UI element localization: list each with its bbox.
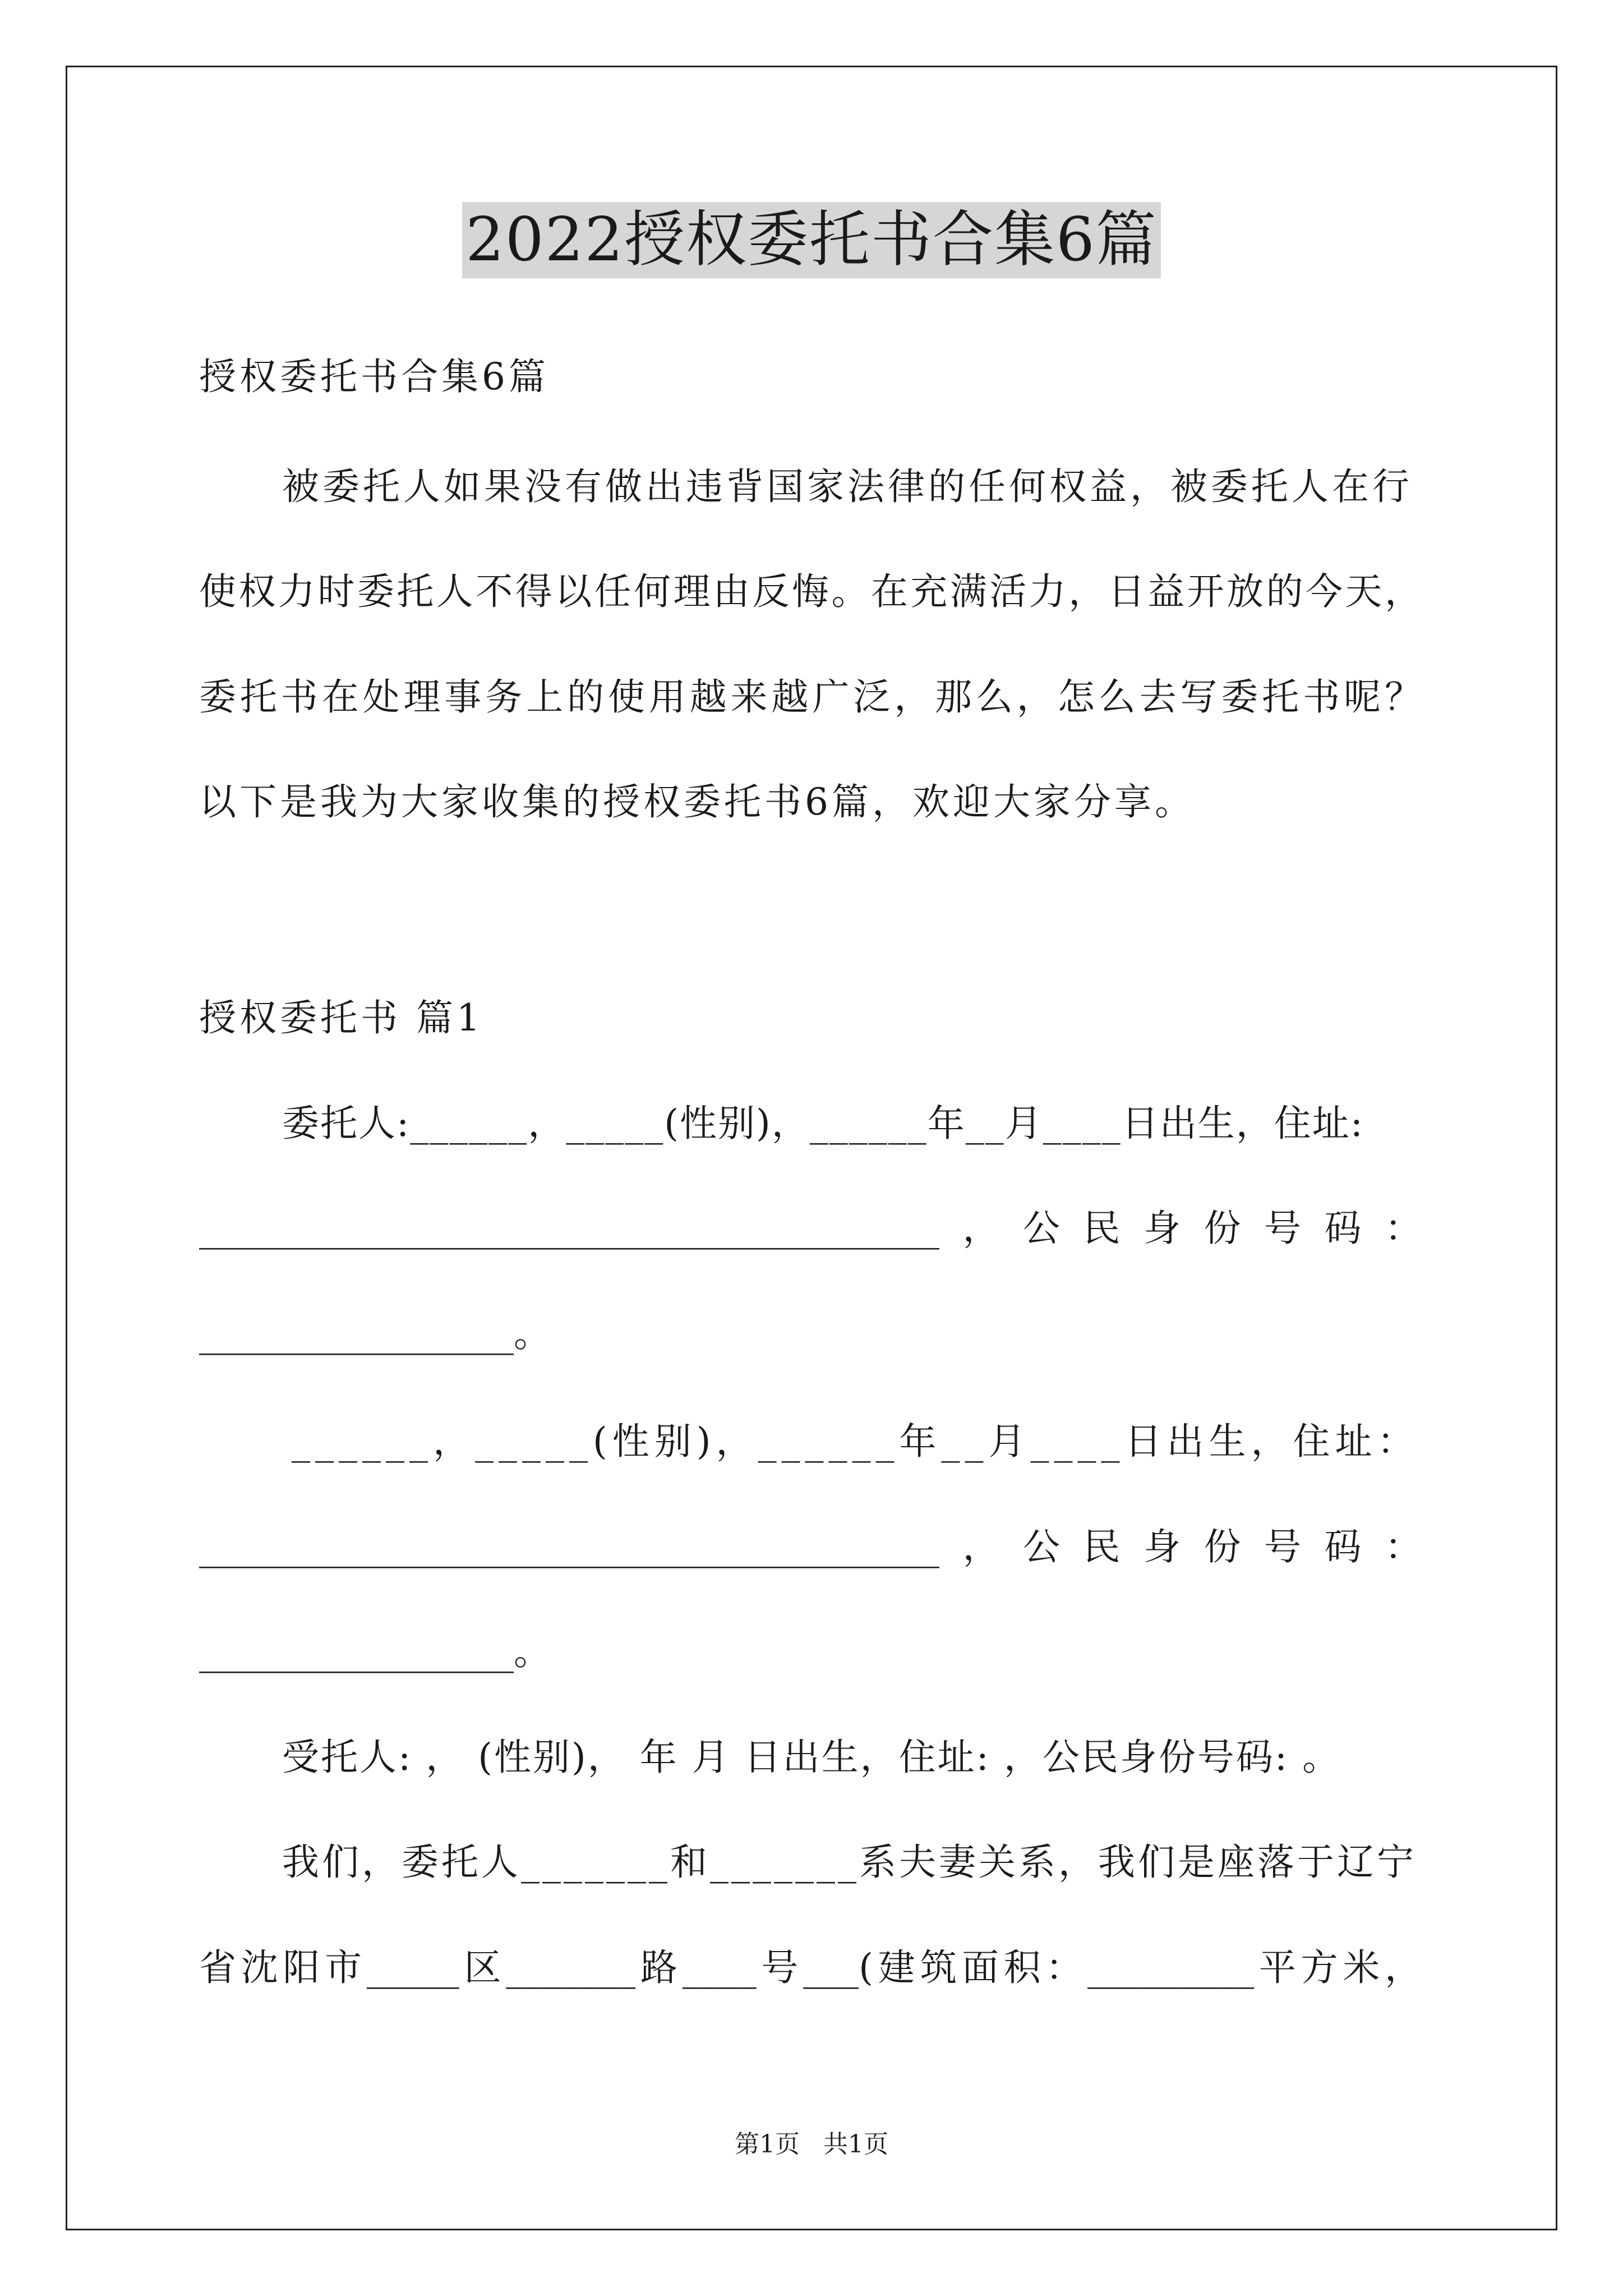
principal-1-line-1: 委托人:______，_____(性别)，______年__月____日出生，住址: <box>282 1102 1364 1145</box>
statement-line-2: 省沈阳市_____区_______路____号___(建筑面积：_________平方米， <box>199 1946 1422 1989</box>
intro-line-1: 被委托人如果没有做出违背国家法律的任何权益，被委托人在行 <box>282 465 1413 508</box>
principal-1-line-2: ________________________________________，公民身份号码： <box>199 1207 1422 1250</box>
principal-2-line-2: ________________________________________，公民身份号码： <box>199 1525 1422 1568</box>
principal-2-line-1: ______，_____(性别)，______年__月____日出生，住址： <box>292 1420 1419 1463</box>
title-container <box>0 202 1623 278</box>
intro-line-4: 以下是我为大家收集的授权委托书6篇，欢迎大家分享。 <box>199 780 1195 823</box>
agent-line: 受托人: ， (性别)， 年 月 日出生，住址: ，公民身份号码: 。 <box>282 1736 1341 1779</box>
statement-line-1: 我们，委托人_______和_______系夫妻关系，我们是座落于辽宁 <box>282 1841 1417 1884</box>
document-subtitle: 授权委托书合集6篇 <box>199 355 549 398</box>
intro-line-3: 委托书在处理事务上的使用越来越广泛，那么，怎么去写委托书呢？ <box>199 675 1422 719</box>
intro-line-2: 使权力时委托人不得以任何理由反悔。在充满活力，日益开放的今天， <box>199 570 1422 613</box>
page-footer: 第1页 共1页 <box>735 2130 888 2159</box>
principal-2-line-3: _________________。 <box>199 1630 551 1673</box>
principal-1-line-3: _________________。 <box>199 1312 551 1355</box>
document-title: 2022授权委托书合集6篇 <box>462 202 1161 278</box>
section-heading: 授权委托书 篇1 <box>199 996 483 1039</box>
